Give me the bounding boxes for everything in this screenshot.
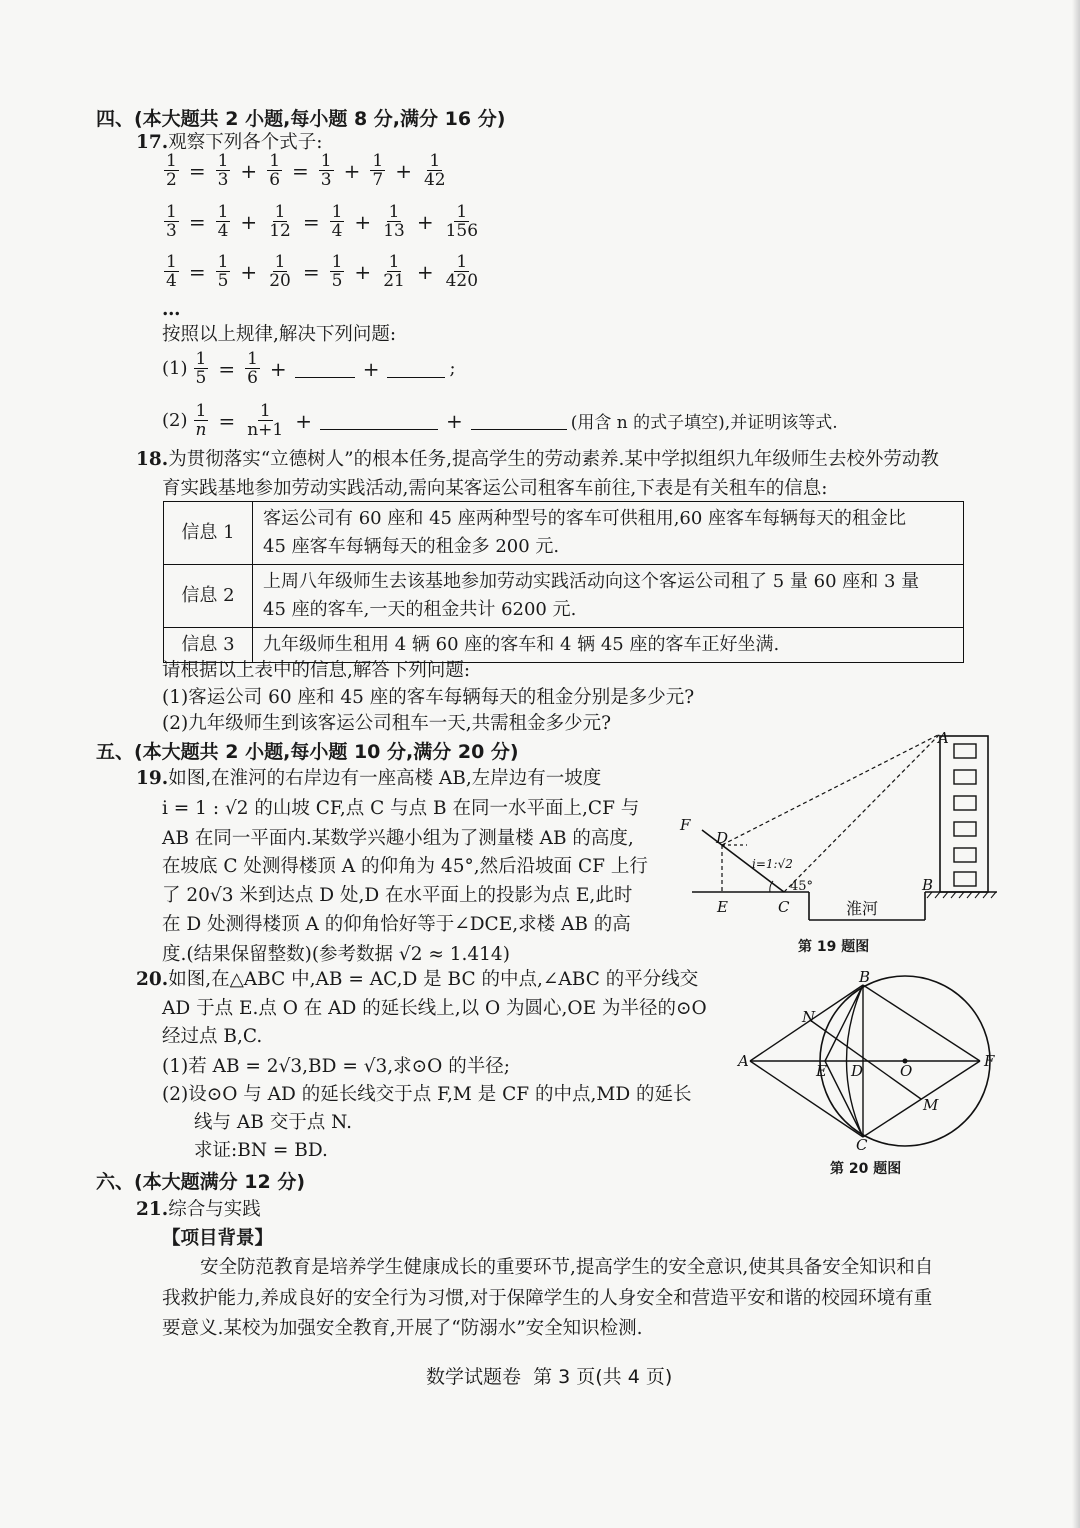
q17-equation-row <box>162 253 482 290</box>
q19-river-label: 淮河 <box>846 899 879 918</box>
info-label-2: 信息 2 <box>164 565 253 628</box>
fraction: $\frac{1}{4}$ <box>166 252 177 291</box>
q19-line-2: i = 1 : √2 的山坡 CF,点 C 与点 B 在同一水平面上,CF 与 <box>162 798 640 819</box>
q17-p1-end: ; <box>449 358 456 379</box>
q17-part2: (2) $\frac{1}{n}$ = $\frac{1}{n+1}$ + + (用含 n 的式子填空),并证明该等式. <box>162 401 838 440</box>
q20-line-CF <box>863 1061 980 1137</box>
q20-label-E: E <box>816 1062 827 1080</box>
q18-stem-line1 <box>136 445 939 474</box>
q19-label-B: B <box>922 876 934 894</box>
q20-figure <box>730 970 1000 1150</box>
fraction: $\frac{1}{3}$ <box>320 151 332 190</box>
info-text-2: 上周八年级师生去该基地参加劳动实践活动向这个客运公司租了 5 量 60 座和 3 量 45 座的客车,一天的租金共计 6200 元. <box>253 565 964 628</box>
q21-number: 21. <box>136 1199 169 1220</box>
q21-bg-line-3: 要意义.某校为加强安全教育,开展了“防溺水”安全知识检测. <box>162 1318 643 1339</box>
q18-stem-line2: 育实践基地参加劳动实践活动,需向某客运公司租客车前往,下表是有关租车的信息: <box>162 478 828 499</box>
q19-line-3: AB 在同一平面内.某数学兴趣小组为了测量楼 AB 的高度, <box>162 828 634 849</box>
q17-p2-frac-b: $\frac{1}{n+1}$ <box>247 401 284 440</box>
operator: + <box>240 158 258 183</box>
operator: + <box>343 158 361 183</box>
q20-label-M: M <box>923 1096 939 1114</box>
q17-number: 17. <box>136 132 169 153</box>
q17-p1-blank-1[interactable] <box>295 359 355 378</box>
operator: + <box>354 209 372 234</box>
q21-bg-line-2: 我救护能力,养成良好的安全行为习惯,对于保障学生的人身安全和营造平安和谐的校园环境有重 <box>162 1288 933 1309</box>
q20-part2-line1: (2)设⊙O 与 AD 的延长线交于点 F,M 是 CF 的中点,MD 的延长 <box>162 1084 692 1105</box>
q18-info-table <box>163 501 964 663</box>
q19-line-7: 度.(结果保留整数)(参考数据 √2 ≈ 1.414) <box>162 944 510 965</box>
q19-label-A: A <box>938 730 949 748</box>
q20-part1: (1)若 AB = 2√3,BD = √3,求⊙O 的半径; <box>162 1056 510 1077</box>
q20-label-F: F <box>984 1052 995 1070</box>
operator: = <box>188 158 206 183</box>
fraction: $\frac{1}{4}$ <box>217 202 229 241</box>
q19-label-F: F <box>680 816 691 834</box>
operator: + <box>395 158 412 183</box>
fraction: $\frac{1}{6}$ <box>269 151 281 190</box>
q17-p1-frac-a: $\frac{1}{5}$ <box>195 349 207 388</box>
q21-bg-line-1: 安全防范教育是培养学生健康成长的重要环节,提高学生的安全意识,使其具备安全知识和自 <box>200 1257 934 1278</box>
q19-label-D: D <box>716 829 729 847</box>
q19-line-1 <box>136 764 601 793</box>
q17-p2-frac-a: $\frac{1}{n}$ <box>195 401 207 440</box>
operator: + <box>240 209 258 234</box>
q19-text-1: 如图,在淮河的右岸边有一座高楼 AB,左岸边有一坡度 <box>168 768 602 789</box>
q17-part1: (1) $\frac{1}{5}$ = $\frac{1}{6}$ + + ; <box>162 349 456 388</box>
q17-p2-blank-2[interactable] <box>471 411 567 430</box>
q17-p1-blank-2[interactable] <box>387 359 445 378</box>
q18-number: 18. <box>136 449 169 470</box>
q19-building <box>940 736 988 892</box>
q19-slope-ratio: i=1:√2 <box>752 857 793 871</box>
q17-p2-label: (2) <box>162 410 188 431</box>
section-6-header: 六、(本大题满分 12 分) <box>96 1171 306 1193</box>
q17-p1-label: (1) <box>162 358 188 379</box>
q19-sight-CA <box>784 734 940 892</box>
section-4-header: 四、(本大题共 2 小题,每小题 8 分,满分 16 分) <box>96 108 506 130</box>
q17-p2-note: (用含 n 的式子填空),并证明该等式. <box>570 413 838 433</box>
q20-label-O: O <box>900 1062 913 1080</box>
q17-equation-row <box>162 152 450 189</box>
fraction: $\frac{1}{12}$ <box>269 202 291 241</box>
q20-label-D: D <box>851 1062 864 1080</box>
q21-title-text: 综合与实践 <box>168 1199 261 1220</box>
q17-instruction: 按照以上规律,解决下列问题: <box>162 324 397 345</box>
q19-line-4: 在坡底 C 处测得楼顶 A 的仰角为 45°,然后沿坡面 CF 上行 <box>162 856 648 877</box>
q19-ground-hatch <box>927 892 996 898</box>
operator: + <box>240 259 258 284</box>
fraction: $\frac{1}{13}$ <box>383 202 405 241</box>
section-5-header: 五、(本大题共 2 小题,每小题 10 分,满分 20 分) <box>96 741 519 763</box>
operator: = <box>188 259 206 284</box>
fraction: $\frac{1}{420}$ <box>445 252 479 291</box>
q21-bg-title: 【项目背景】 <box>162 1228 274 1249</box>
q18-part1: (1)客运公司 60 座和 45 座的客车每辆每天的租金分别是多少元? <box>162 687 695 708</box>
q19-angle-label: 45° <box>790 879 814 894</box>
q20-line-BF <box>863 985 980 1061</box>
page-edge-shadow <box>1072 0 1080 1528</box>
fraction: $\frac{1}{156}$ <box>445 202 479 241</box>
q18-stem-text-1: 为贯彻落实“立德树人”的根本任务,提高学生的劳动素养.某中学拟组织九年级师生去校外劳动教 <box>168 449 939 470</box>
q19-label-C: C <box>778 898 790 916</box>
fraction: $\frac{1}{7}$ <box>372 151 384 190</box>
operator: + <box>354 259 372 284</box>
fraction: $\frac{1}{5}$ <box>217 252 229 291</box>
q19-figure <box>672 730 1002 955</box>
q18-info-table-wrap <box>163 501 964 663</box>
q20-label-C: C <box>856 1136 868 1150</box>
fraction: $\frac{1}{2}$ <box>166 151 177 190</box>
q17-p1-frac-b: $\frac{1}{6}$ <box>247 349 258 388</box>
operator: = <box>188 209 206 234</box>
q20-line-AC <box>750 1061 863 1137</box>
operator: + <box>416 209 434 234</box>
q19-line-6: 在 D 处测得楼顶 A 的仰角恰好等于∠DCE,求楼 AB 的高 <box>162 914 631 935</box>
q19-line-5: 了 20√3 米到达点 D 处,D 在水平面上的投影为点 E,此时 <box>162 885 633 906</box>
page-footer: 数学试题卷 第 3 页(共 4 页) <box>426 1366 673 1388</box>
q17-stem-text: 观察下列各个式子: <box>168 132 323 153</box>
q20-figure-caption: 第 20 题图 <box>830 1161 902 1177</box>
q20-label-B: B <box>859 970 871 986</box>
q20-part2-line2: 线与 AB 交于点 N. <box>194 1112 352 1133</box>
q20-number: 20. <box>136 969 169 990</box>
fraction: $\frac{1}{21}$ <box>383 252 405 291</box>
operator: + <box>416 259 434 284</box>
q20-line-3: 经过点 B,C. <box>162 1026 263 1047</box>
q20-line-BE <box>825 985 863 1061</box>
fraction: $\frac{1}{20}$ <box>269 252 291 291</box>
q17-ellipsis: … <box>162 299 181 320</box>
q21-title <box>136 1195 261 1224</box>
operator: = <box>302 209 320 234</box>
fraction: $\frac{1}{42}$ <box>423 151 446 190</box>
q17-equation-row <box>162 203 482 240</box>
info-label-3: 信息 3 <box>164 628 253 663</box>
table-row <box>164 565 964 628</box>
fraction: $\frac{1}{4}$ <box>331 202 343 241</box>
q20-text-1: 如图,在△ABC 中,AB = AC,D 是 BC 的中点,∠ABC 的平分线交 <box>168 969 699 990</box>
q19-label-E: E <box>717 898 728 916</box>
q20-label-A: A <box>738 1052 749 1070</box>
fraction: $\frac{1}{3}$ <box>217 151 229 190</box>
info-label-1: 信息 1 <box>164 502 253 565</box>
fraction: $\frac{1}{5}$ <box>331 252 343 291</box>
q18-part2: (2)九年级师生到该客运公司租车一天,共需租金多少元? <box>162 713 612 734</box>
fraction: $\frac{1}{3}$ <box>166 202 177 241</box>
q18-instruction: 请根据以上表中的信息,解答下列问题: <box>162 660 471 681</box>
q20-line-1 <box>136 965 698 994</box>
operator: = <box>302 259 320 284</box>
q19-sight-DA <box>722 734 940 845</box>
q20-line-2: AD 于点 E.点 O 在 AD 的延长线上,以 O 为圆心,OE 为半径的⊙O <box>162 998 707 1019</box>
info-text-1: 客运公司有 60 座和 45 座两种型号的客车可供租用,60 座客车每辆每天的租金比 45 座客车每辆每天的租金多 200 元. <box>253 502 964 565</box>
q20-part2-line3: 求证:BN = BD. <box>194 1140 328 1161</box>
table-row <box>164 502 964 565</box>
q20-label-N: N <box>802 1008 816 1026</box>
operator: = <box>292 158 309 183</box>
q19-number: 19. <box>136 768 169 789</box>
q19-figure-caption: 第 19 题图 <box>798 939 870 955</box>
q17-p2-blank-1[interactable] <box>320 411 438 430</box>
info-text-3: 九年级师生租用 4 辆 60 座的客车和 4 辆 45 座的客车正好坐满. <box>253 628 964 663</box>
q19-building-windows <box>954 744 976 886</box>
